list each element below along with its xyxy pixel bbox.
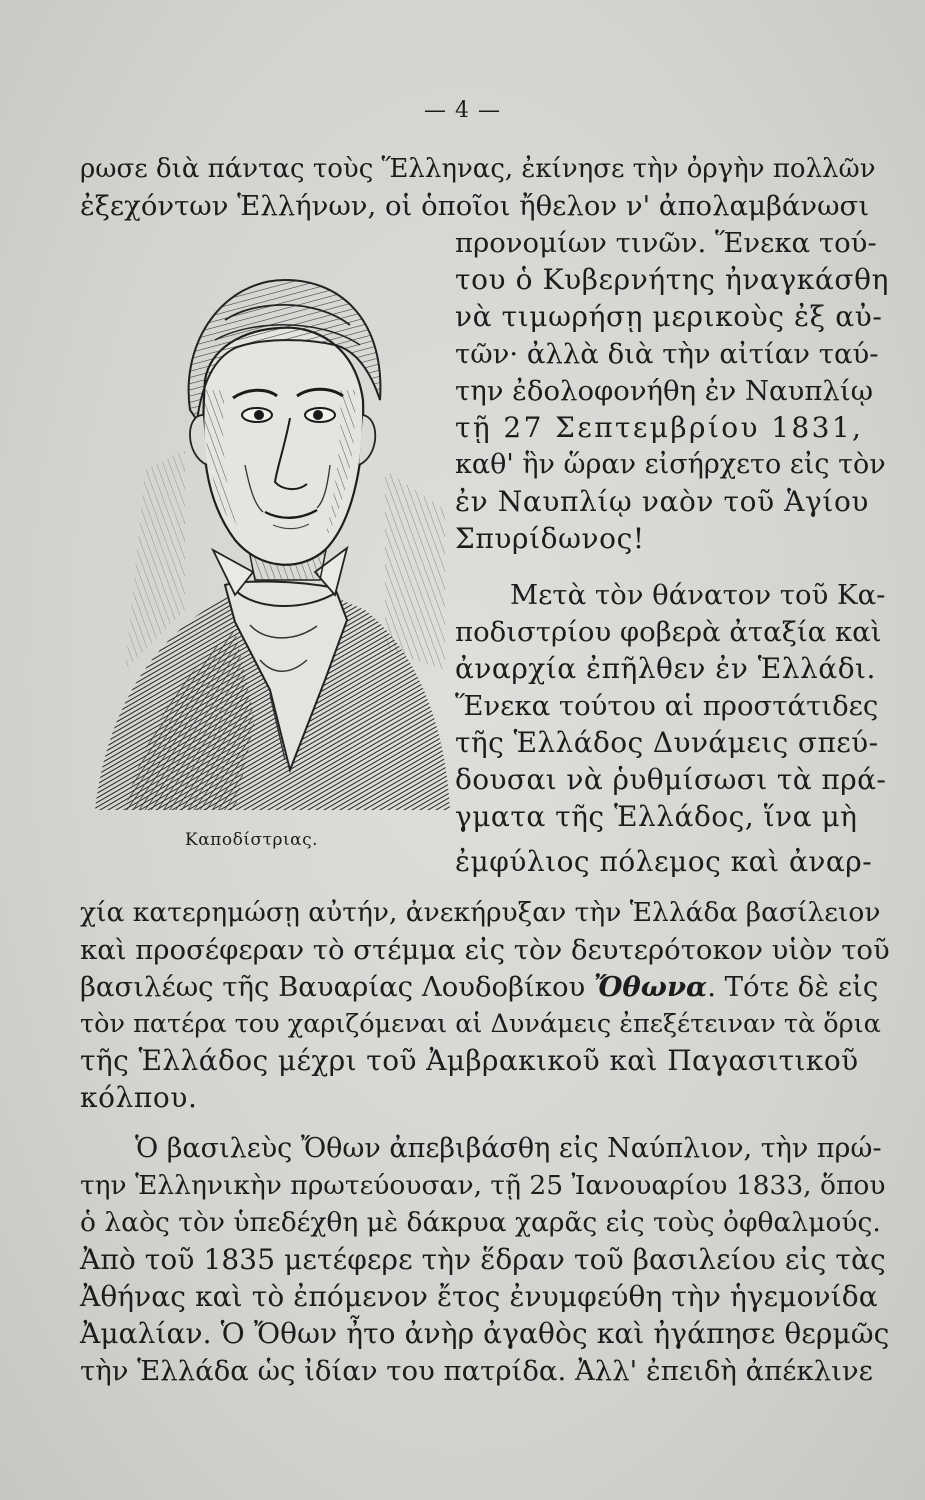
- text-line: χία κατερημώσῃ αὐτήν, ἀνεκήρυξαν τὴν Ἑλλάδα βασίλειον: [80, 897, 881, 928]
- text-line: Μετὰ τὸν θάνατον τοῦ Κα-: [510, 579, 886, 611]
- text-line: ἐμφύλιος πόλεμος καὶ ἀναρ-: [455, 845, 873, 878]
- portrait-caption: Καποδίστριας.: [185, 830, 319, 850]
- text-line: Ἀπὸ τοῦ 1835 μετέφερε τὴν ἕδραν τοῦ βασιλείου εἰς τὰς: [80, 1243, 886, 1276]
- text-line: την ἐδολοφονήθη ἐν Ναυπλίῳ: [455, 375, 874, 407]
- text-line: Ὁ βασιλεὺς Ὄθων ἀπεβιβάσθη εἰς Ναύπλιον, τὴν πρώ-: [135, 1133, 882, 1164]
- text-line: τῇ 27 Σεπτεμβρίου 1831,: [455, 411, 864, 444]
- emphasized-name: Ὄθωνα: [593, 971, 708, 1003]
- text-line: Ἕνεκα τούτου αἱ προστάτιδες: [455, 690, 879, 722]
- text-line: ὁ λαὸς τὸν ὑπεδέχθη μὲ δάκρυα χαρᾶς εἰς τοὺς ὀφθαλμούς.: [80, 1207, 881, 1238]
- text-line: τὸν πατέρα του χαριζόμεναι αἱ Δυνάμεις ἐπεξέτειναν τὰ ὅρια: [80, 1009, 881, 1039]
- text-line: κόλπου.: [80, 1081, 198, 1114]
- text-line: τῶν· ἀλλὰ διὰ τὴν αἰτίαν ταύ-: [455, 338, 879, 370]
- text-line: προνομίων τινῶν. Ἕνεκα τού-: [455, 227, 877, 259]
- text-line: ἐν Ναυπλίῳ ναὸν τοῦ Ἁγίου: [455, 485, 870, 518]
- text-line: [80, 970, 878, 1004]
- portrait-kapodistrias: [85, 250, 455, 830]
- text-line: καὶ προσέφεραν τὸ στέμμα εἰς τὸν δευτερότοκον υἱὸν τοῦ: [80, 934, 890, 966]
- text-line: ἀναρχία ἐπῆλθεν ἐν Ἑλλάδι.: [455, 652, 876, 685]
- text-line: τῆς Ἑλλάδος μέχρι τοῦ Ἀμβρακικοῦ καὶ Παγασιτικοῦ: [80, 1044, 859, 1077]
- text-line: ποδιστρίου φοβερὰ ἀταξία καὶ: [455, 616, 882, 648]
- text-line: δουσαι νὰ ῥυθμίσωσι τὰ πρά-: [455, 763, 887, 796]
- text-line: τὴν Ἑλλάδα ὡς ἰδίαν του πατρίδα. Ἀλλ' ἐπειδὴ ἀπέκλινε: [80, 1355, 873, 1387]
- page-number: — 4 —: [424, 98, 501, 123]
- text-line: Σπυρίδωνος!: [455, 522, 645, 555]
- text-line: του ὁ Κυβερνήτης ἠναγκάσθη: [455, 263, 889, 296]
- text-line: καθ' ἣν ὥραν εἰσήρχετο εἰς τὸν: [455, 449, 886, 480]
- text-line: ἐξεχόντων Ἑλλήνων, οἱ ὁποῖοι ἤθελον ν' ἀπολαμβάνωσι: [80, 190, 870, 222]
- text-line: νὰ τιμωρήσῃ μερικοὺς ἐξ αὐ-: [455, 300, 883, 333]
- text-line: την Ἑλληνικὴν πρωτεύουσαν, τῇ 25 Ἰανουαρίου 1833, ὅπου: [80, 1170, 886, 1201]
- text-line: ρωσε διὰ πάντας τοὺς Ἕλληνας, ἐκίνησε τὴν ὀργὴν πολλῶν: [80, 154, 876, 184]
- text-segment: βασιλέως τῆς Βαυαρίας Λουδοβίκου: [80, 971, 586, 1003]
- text-segment: . Τότε δὲ εἰς: [707, 971, 879, 1003]
- text-line: γματα τῆς Ἑλλάδος, ἵνα μὴ: [455, 800, 858, 833]
- text-line: Ἀμαλίαν. Ὁ Ὄθων ἦτο ἀνὴρ ἀγαθὸς καὶ ἠγάπησε θερμῶς: [80, 1317, 890, 1350]
- text-line: Ἀθήνας καὶ τὸ ἐπόμενον ἔτος ἐνυμφεύθη τὴν ἡγεμονίδα: [80, 1280, 878, 1313]
- text-line: τῆς Ἑλλάδος Δυνάμεις σπεύ-: [455, 726, 879, 759]
